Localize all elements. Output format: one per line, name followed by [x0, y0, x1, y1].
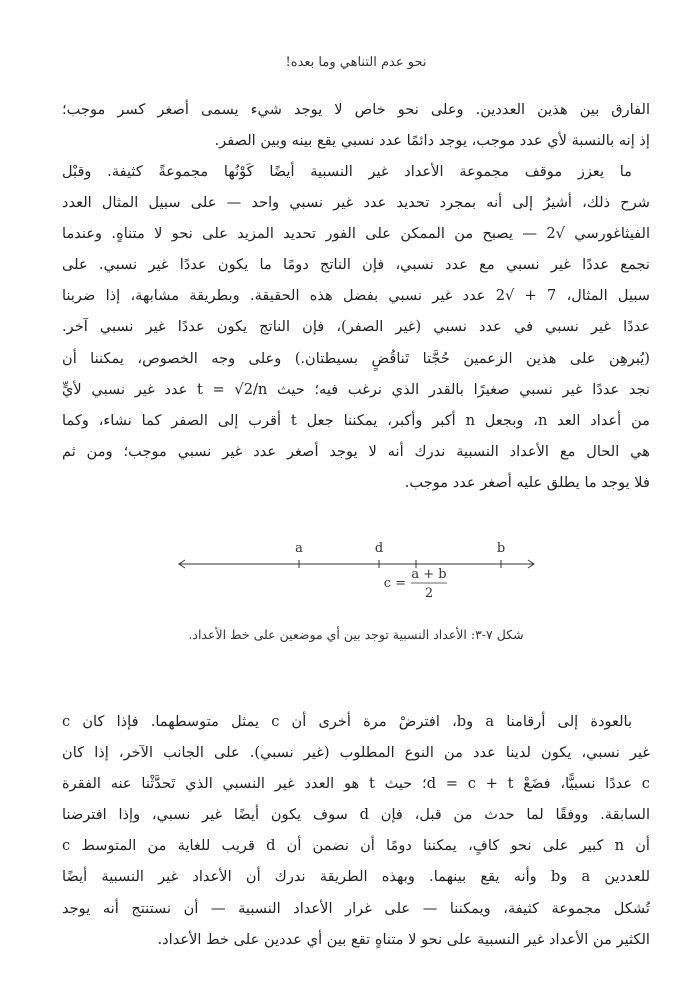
- text-line: الكثير من الأعداد غير النسبية على نحو لا متناهٍ تقع بين أي عددين على خط الأعداد.: [157, 930, 650, 948]
- paragraph-2: [62, 156, 650, 498]
- text-line: شرح ذلك، أشيرُ إلى أنه بمجرد تحديد عدد غير نسبي واحد — على سبيل المثال العدد: [62, 194, 650, 212]
- text-line: إذ إنه بالنسبة لأي عدد موجب، يوجد دائمًا عدد نسبي يقع بينه وبين الصفر.: [214, 132, 650, 150]
- label-d: d: [374, 541, 384, 556]
- text-line: أن n كبير على نحو كافٍ، يمكننا دومًا أن نضمن أن d قريب للغاية من المتوسط c: [62, 837, 650, 855]
- fraction-denominator: 2: [424, 586, 434, 601]
- text-line: الفارق بين هذين العددين. وعلى نحو خاص لا يوجد شيء يسمى أصغر كسر موجب؛: [62, 101, 650, 118]
- number-line-diagram: [177, 535, 537, 605]
- label-b: b: [496, 541, 506, 556]
- text-line: السابقة. ووفقًا لما حدث من قبل، فإن d سوف يكون أيضًا غير نسبي، وإذا افترضنا: [62, 806, 650, 824]
- number-line-figure: [177, 535, 537, 605]
- text-line: للعددين a وb وأنه يقع بينهما. وبهذه الطريقة ندرك أن الأعداد غير النسبية أيضًا: [62, 868, 650, 886]
- text-line: (يُبرهِن على هذين الزعمين حُجَّتا تَناقُضٍ بسيطتان.) وعلى وجه الخصوص، يمكننا أن: [62, 349, 650, 367]
- text-line: هي الحال مع الأعداد النسبية ندرك أنه لا يوجد أصغر عدد غير نسبي موجب؛ ومن ثم: [62, 442, 650, 460]
- text-line: تُشكل مجموعة كثيفة، ويمكننا — على غرار الأعداد النسبية — أن نستنتج أنه يوجد: [62, 899, 650, 917]
- running-header: نحو عدم التناهي وما بعده!: [285, 55, 427, 70]
- text-line: فلا يوجد ما يطلق عليه أصغر عدد موجب.: [404, 473, 650, 491]
- figure-caption: شكل ٧-٣: الأعداد النسبية توجد بين أي موضعين على خط الأعداد.: [188, 627, 524, 642]
- text-line: سبيل المثال، 7 + √2 عدد غير نسبي بفضل هذه الحقيقة. وبطريقة مشابهة، إذا ضربنا: [62, 287, 650, 305]
- text-line: c عددًا نسبيًّا، فضَعْ d = c + t؛ حيث t هو العدد غير النسبي الذي تَحدَّثْنا عنه الفقرة: [62, 775, 650, 793]
- book-page: [62, 0, 650, 1000]
- paragraph-3: [62, 706, 650, 955]
- text-line: غير نسبي، يكون لدينا عدد من النوع المطلوب (غير نسبي). على الجانب الآخر، إذا كان: [62, 744, 650, 762]
- text-line: نجمع عددًا غير نسبي مع عدد نسبي، فإن الناتج دومًا ما يكون عددًا غير نسبي. على: [62, 256, 650, 274]
- label-a: a: [295, 541, 303, 556]
- fraction-numerator: a + b: [411, 567, 447, 582]
- paragraph-1: [62, 94, 650, 156]
- label-c-equals: c =: [383, 576, 406, 591]
- text-line: نجد عددًا غير نسبي صغيرًا بالقدر الذي نرغب فيه؛ حيث t = √2/n عدد غير نسبي لأيٍّ: [62, 380, 650, 398]
- text-line: بالعودة إلى أرقامنا a وb، افترضْ مرة أخرى أن c يمثل متوسطهما. فإذا كان c: [62, 713, 633, 730]
- text-line: ما يعزز موقف مجموعة الأعداد غير النسبية أيضًا كَوْنُها مجموعةً كثيفة. وقبْل: [62, 163, 632, 180]
- text-line: من أعداد العد n، وبجعل n أكبر وأكبر، يمكننا جعل t أقرب إلى الصفر كما نشاء، وكما: [62, 411, 650, 429]
- text-line: الفيثاغورسي √2 — يصبح من الممكن على الفور تحديد المزيد على نحو لا متناهٍ. وعندما: [62, 225, 650, 243]
- text-line: عددًا غير نسبي في عدد نسبي (غير الصفر)، فإن الناتج يكون عددًا غير نسبي آخر.: [62, 318, 650, 336]
